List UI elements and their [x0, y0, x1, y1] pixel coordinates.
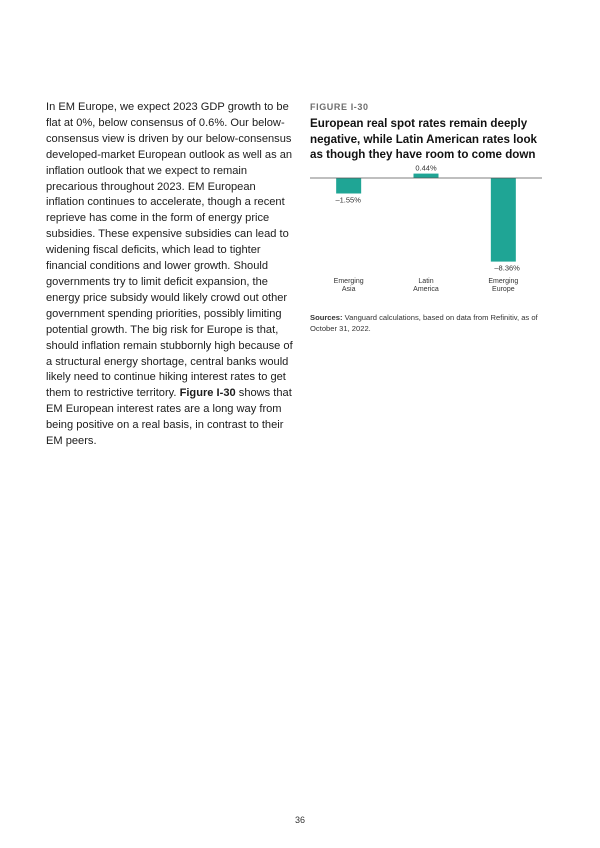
data-label-0: –1.55% [335, 195, 361, 205]
page-number: 36 [294, 815, 305, 825]
data-label-2: –8.36% [494, 263, 520, 273]
figure-title: European real spot rates remain deeply negative, while Latin American rates look as though they have room to come down [310, 117, 538, 161]
sources-note [310, 313, 540, 334]
body-text-tail: shows that EM European interest rates are a long way from being positive on a real basis, in contrast to their EM peers. [46, 387, 292, 448]
category-label-0: Emerging Asia [333, 278, 364, 293]
sources-label: Sources: [310, 313, 343, 322]
data-label-1: 0.44% [415, 163, 437, 173]
body-paragraph [46, 100, 296, 450]
bar-2 [491, 178, 516, 262]
category-label-1: Latin America [413, 278, 439, 293]
bar-0 [336, 178, 361, 194]
bar-chart [310, 162, 542, 302]
sources-text: Vanguard calculations, based on data from Refinitiv, as of October 31, 2022. [310, 313, 538, 333]
figure-label: FIGURE I-30 [310, 102, 369, 112]
bar-1 [414, 174, 439, 178]
body-text-main: In EM Europe, we expect 2023 GDP growth to be flat at 0%, below consensus of 0.6%. Our below-consensus view is driven by our below-consensus developed-market European outlook as well as an inflation outlook that we expect to remain precarious throughout 2023. EM European inflation continues to accelerate, though a recent reprieve has come in the form of energy price subsidies. These expensive subsidies can lead to widening fiscal deficits, which lead to tighter financial conditions and lower growth. Should governments try to limit deficit expansion, the energy price subsidy would likely crowd out other government spending priorities, possibly limiting potential growth. The big risk for Europe is that, should inflation remain stubbornly high because of a structural energy shortage, central banks would likely need to continue hiking interest rates to get them to restrictive territory. [46, 101, 293, 400]
category-label-2: Emerging Europe [488, 278, 519, 293]
figure-reference: Figure I-30 [179, 387, 236, 400]
